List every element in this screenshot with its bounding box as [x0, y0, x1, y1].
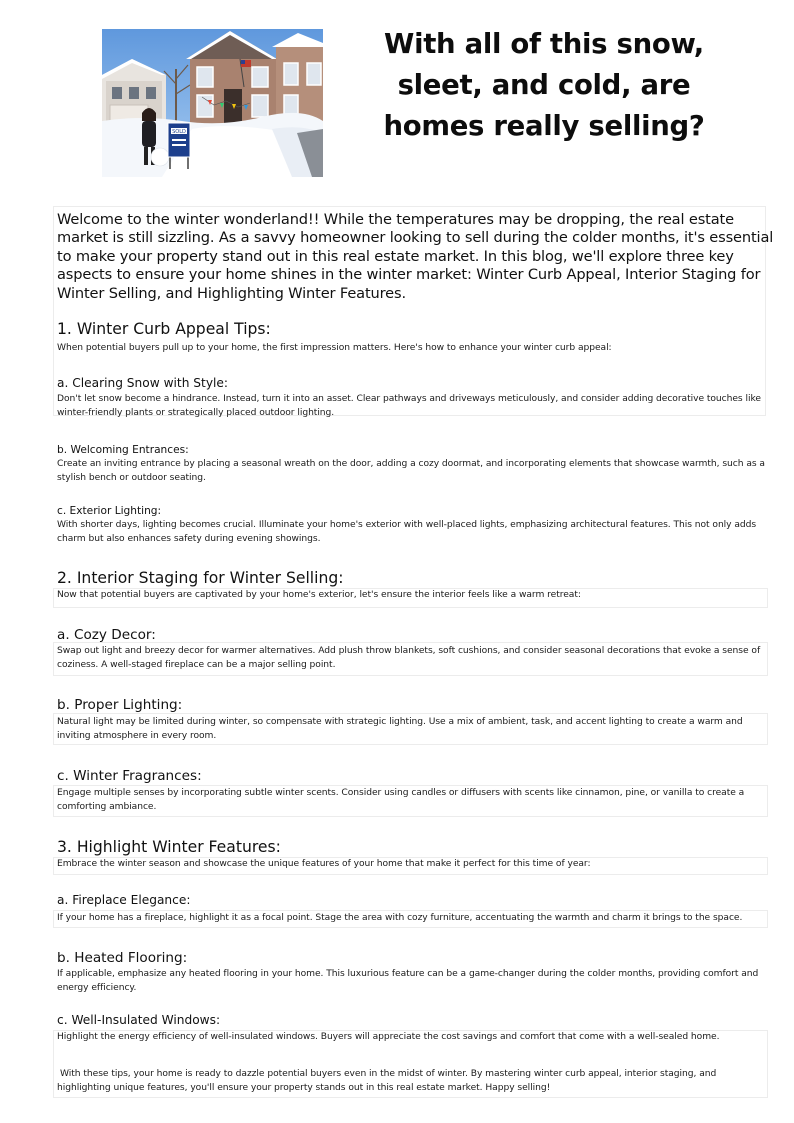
page-title: With all of this snow, sleet, and cold, are homes really selling? [383, 28, 705, 142]
section-2-heading: 2. Interior Staging for Winter Selling: [57, 569, 344, 587]
intro-paragraph: Welcome to the winter wonderland!! While the temperatures may be dropping, the real estate market is still sizzling. As a savvy homeowner looking to sell during the colder months, it's essential to make your property stand out in this real estate market. In this blog, we'll explore three key aspects to ensure your home shines in the winter market: Winter Curb Appeal, Interior Staging for Winter Selling, and Highlighting Winter Features. [57, 211, 774, 302]
section-3-heading: 3. Highlight Winter Features: [57, 838, 281, 856]
section-2c-text: Engage multiple senses by incorporating subtle winter scents. Consider using candles or diffusers with scents like cinnamon, pine, or vanilla to create a comforting ambiance. [57, 788, 745, 812]
section-1b-heading: b. Welcoming Entrances: [57, 444, 189, 456]
section-1-heading: 1. Winter Curb Appeal Tips: [57, 320, 271, 338]
section-3b-text: If applicable, emphasize any heated flooring in your home. This luxurious feature can be a game-changer during the colder months, providing comfort and energy efficiency. [57, 969, 759, 993]
section-1b-text: Create an inviting entrance by placing a seasonal wreath on the door, adding a cozy doormat, and incorporating elements that showcase warmth, such as a stylish bench or outdoor seating. [57, 459, 765, 483]
section-2c-heading: c. Winter Fragrances: [57, 768, 202, 784]
hero-photo [102, 29, 323, 177]
sold-sign-text: SOLD [172, 129, 186, 135]
section-1-lead: When potential buyers pull up to your home, the first impression matters. Here's how to enhance your winter curb appeal: [57, 343, 612, 353]
snowy-house-illustration [102, 29, 323, 177]
closing-paragraph: With these tips, your home is ready to dazzle potential buyers even in the midst of winter. By mastering winter curb appeal, interior staging, and highlighting unique features, you'll ensure your property stands out in this real estate market. Happy selling! [57, 1069, 717, 1093]
section-3a-text: If your home has a fireplace, highlight it as a focal point. Stage the area with cozy furniture, accentuating the warmth and charm it brings to the space. [57, 913, 743, 923]
section-2-lead: Now that potential buyers are captivated by your home's exterior, let's ensure the interior feels like a warm retreat: [57, 590, 581, 600]
section-1a-text: Don't let snow become a hindrance. Instead, turn it into an asset. Clear pathways and driveways meticulously, and consider adding decorative touches like winter-friendly plants or strategically placed outdoor lighting. [57, 394, 761, 418]
section-1c-heading: c. Exterior Lighting: [57, 505, 162, 517]
section-3a-heading: a. Fireplace Elegance: [57, 893, 191, 907]
section-2a-heading: a. Cozy Decor: [57, 627, 156, 643]
section-2a-text: Swap out light and breezy decor for warmer alternatives. Add plush throw blankets, soft cushions, and consider seasonal decorations that evoke a sense of coziness. A well-staged fireplace can be a major selling point. [57, 646, 761, 670]
section-3c-text: Highlight the energy efficiency of well-insulated windows. Buyers will appreciate the cost savings and comfort that come with a well-sealed home. [57, 1032, 720, 1042]
section-2b-heading: b. Proper Lighting: [57, 697, 183, 713]
section-1c-text: With shorter days, lighting becomes crucial. Illuminate your home's exterior with well-placed lights, emphasizing architectural features. This not only adds charm but also enhances safety during evening showings. [57, 520, 757, 544]
section-2b-text: Natural light may be limited during winter, so compensate with strategic lighting. Use a mix of ambient, task, and accent lighting to create a warm and inviting atmosphere in every room. [57, 717, 743, 741]
section-3c-heading: c. Well-Insulated Windows: [57, 1013, 221, 1027]
section-3-lead: Embrace the winter season and showcase the unique features of your home that make it perfect for this time of year: [57, 859, 591, 869]
section-3b-heading: b. Heated Flooring: [57, 950, 188, 966]
section-1a-heading: a. Clearing Snow with Style: [57, 376, 229, 390]
